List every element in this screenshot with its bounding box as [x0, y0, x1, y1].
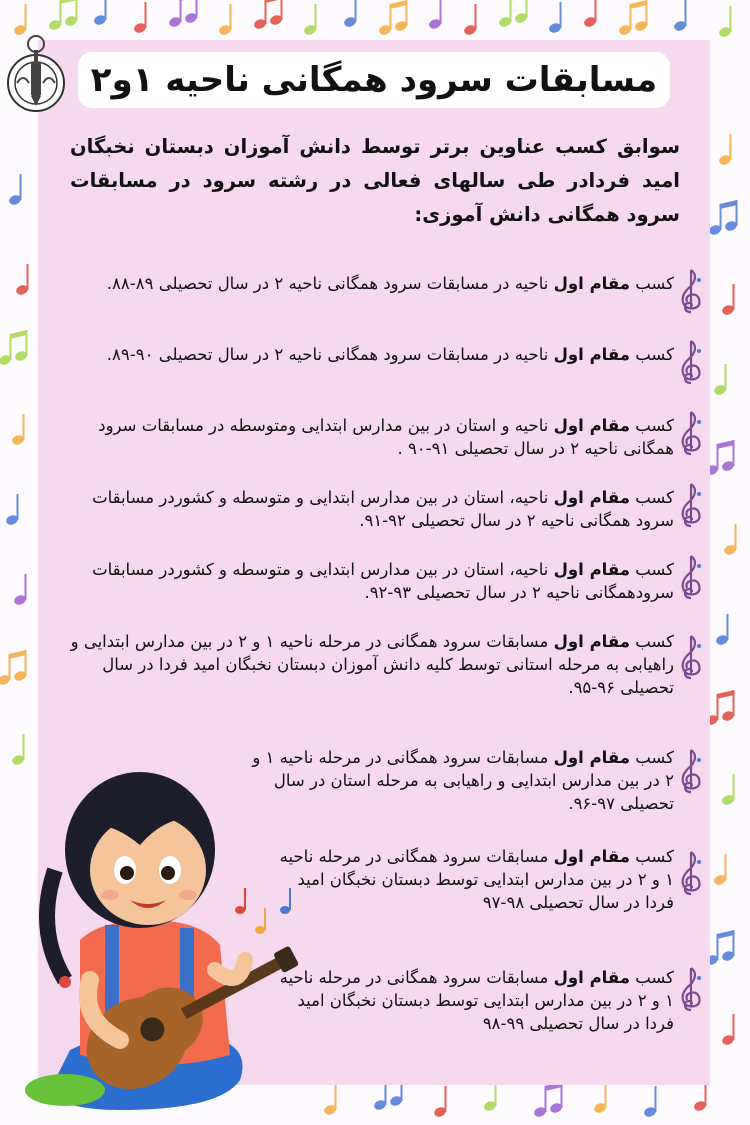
treble-clef-icon — [675, 482, 707, 528]
treble-clef-icon — [675, 748, 707, 794]
item-text: ناحیه در مسابقات سرود همگانی ناحیه ۲ در سال تحصیلی ۹۰-۸۹. — [106, 345, 549, 364]
item-prefix: کسب — [635, 847, 674, 866]
list-item — [68, 343, 674, 366]
item-text: مسابقات سرود همگانی در مرحله ناحیه ۱ و ۲ در بین مدارس ابتدایی توسط دبستان نخبگان امید فردا در سال تحصیلی ۹۹-۹۸ — [279, 968, 674, 1033]
item-rank: مقام اول — [553, 748, 630, 767]
list-item — [270, 966, 674, 1035]
item-text: ناحیه، استان در بین مدارس ابتدایی و متوسطه و کشوردر مسابقات سرودهمگانی ناحیه ۲ در سال تحصیلی ۹۳-۹۲. — [92, 560, 674, 602]
treble-clef-icon — [675, 966, 707, 1012]
treble-clef-icon — [675, 554, 707, 600]
intro-paragraph: سوابق کسب عناوین برتر توسط دانش آموزان دبستان نخبگان امید فردادر طی سالهای فعالی در رشته سرود در مسابقات سرود همگانی دانش آموزی: — [70, 135, 680, 226]
item-prefix: کسب — [635, 560, 674, 579]
treble-clef-icon — [675, 339, 707, 385]
treble-clef-icon — [675, 634, 707, 680]
item-prefix: کسب — [635, 274, 674, 293]
item-prefix: کسب — [635, 345, 674, 364]
list-item — [48, 414, 674, 460]
item-text: ناحیه، استان در بین مدارس ابتدایی و متوسطه و کشوردر مسابقات سرود همگانی ناحیه ۲ در سال تحصیلی ۹۲-۹۱. — [92, 488, 674, 530]
item-rank: مقام اول — [553, 560, 630, 579]
item-rank: مقام اول — [553, 488, 630, 507]
item-prefix: کسب — [635, 488, 674, 507]
treble-clef-icon — [675, 410, 707, 456]
treble-clef-icon — [675, 268, 707, 314]
girl-with-guitar-illustration — [10, 720, 310, 1120]
list-item — [60, 630, 674, 699]
list-item — [55, 486, 674, 532]
item-text: ناحیه و استان در بین مدارس ابتدایی ومتوسطه در مسابقات سرود همگانی ناحیه ۲ در سال تحصیلی ۹۱-۹۰ . — [98, 416, 674, 458]
item-text: ناحیه در مسابقات سرود همگانی ناحیه ۲ در سال تحصیلی ۸۹-۸۸. — [106, 274, 549, 293]
treble-clef-icon — [675, 850, 707, 896]
list-item — [270, 845, 674, 914]
item-rank: مقام اول — [553, 345, 630, 364]
list-item — [55, 558, 674, 604]
item-text: مسابقات سرود همگانی در مرحله ناحیه ۱ و ۲ در بین مدارس ابتدایی و راهیابی به مرحله استان در سال تحصیلی ۹۷-۹۶. — [252, 748, 674, 813]
list-item — [68, 272, 674, 295]
item-text: مسابقات سرود همگانی در مرحله ناحیه ۱ و ۲ در بین مدارس ابتدایی توسط دبستان نخبگان امید فردا در سال تحصیلی ۹۸-۹۷ — [279, 847, 674, 912]
item-rank: مقام اول — [553, 274, 630, 293]
item-rank: مقام اول — [553, 847, 630, 866]
page-title: مسابقات سرود همگانی ناحیه ۱و۲ — [90, 60, 658, 100]
item-prefix: کسب — [635, 416, 674, 435]
item-rank: مقام اول — [553, 416, 630, 435]
item-prefix: کسب — [635, 748, 674, 767]
item-prefix: کسب — [635, 968, 674, 987]
item-rank: مقام اول — [553, 632, 630, 651]
item-rank: مقام اول — [553, 968, 630, 987]
item-prefix: کسب — [635, 632, 674, 651]
item-text: مسابقات سرود همگانی در مرحله ناحیه ۱ و ۲ در بین مدارس ابتدایی و راهیابی به مرحله استانی توسط کلیه دانش آموزان دبستان نخبگان امید فردا در سال تحصیلی ۹۶-۹۵. — [70, 632, 674, 697]
